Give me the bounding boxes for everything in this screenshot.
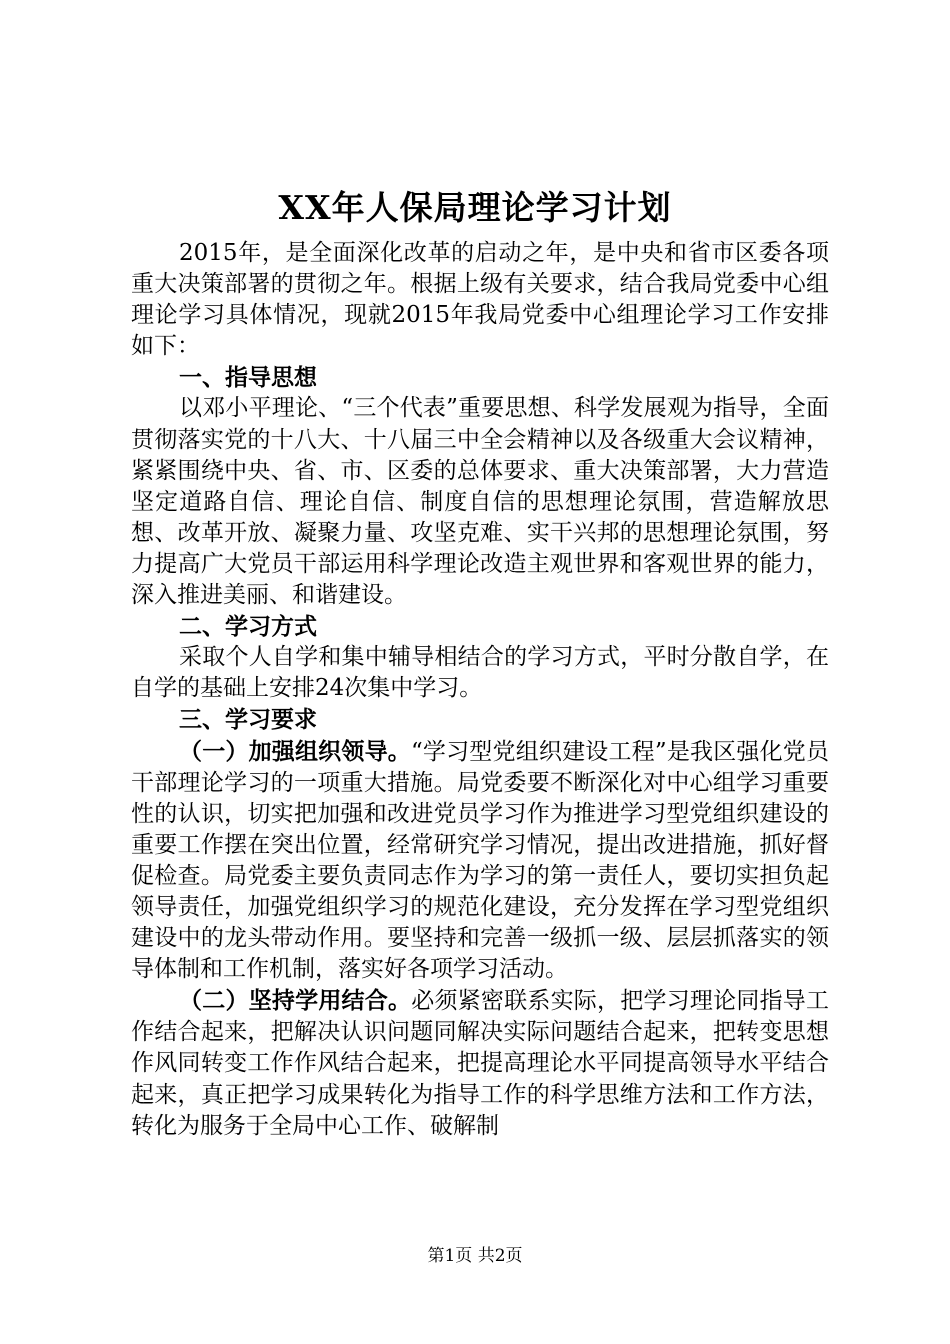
page-number-footer: 第1页 共2页	[427, 1246, 523, 1266]
section-heading-study-method: 二、学习方式	[179, 613, 317, 641]
section-heading-study-requirements: 三、学习要求	[179, 706, 317, 734]
section-body-guiding-ideology: 以邓小平理论、“三个代表”重要思想、科学发展观为指导，全面贯彻落实党的十八大、十八届三中全会精神以及各级重大会议精神，紧紧围绕中央、省、市、区委的总体要求、重大决策部署，大力营造坚定道路自信、理论自信、制度自信的思想理论氛围，营造解放思想、改革开放、凝聚力量、攻坚克难、实干兴邦的思想理论氛围，努力提高广大党员干部运用科学理论改造主观世界和客观世界的能力，深入推进美丽、和谐建设。	[131, 395, 829, 609]
intro-paragraph: 2015年，是全面深化改革的启动之年，是中央和省市区委各项重大决策部署的贯彻之年。根据上级有关要求，结合我局党委中心组理论学习具体情况，现就2015年我局党委中心组理论学习工作安排如下：	[131, 240, 829, 360]
section-heading-guiding-ideology: 一、指导思想	[179, 364, 317, 392]
requirement-item-1-body: “学习型党组织建设工程”是我区强化党员干部理论学习的一项重大措施。局党委要不断深化对中心组学习重要性的认识，切实把加强和改进党员学习作为推进学习型党组织建设的重要工作摆在突出位置，经常研究学习情况，提出改进措施，抓好督促检查。局党委主要负责同志作为学习的第一责任人，要切实担负起领导责任，加强党组织学习的规范化建设，充分发挥在学习型党组织建设中的龙头带动作用。要坚持和完善一级抓一级、层层抓落实的领导体制和工作机制，落实好各项学习活动。	[131, 738, 829, 983]
section-body-study-method: 采取个人自学和集中辅导相结合的学习方式，平时分散自学，在自学的基础上安排24次集中学习。	[131, 644, 829, 702]
document-body	[131, 238, 829, 1142]
document-title: XX年人保局理论学习计划	[278, 188, 672, 227]
requirement-item-2	[131, 985, 829, 1141]
requirement-item-1-lead: （一）加强组织领导。	[179, 737, 411, 765]
requirement-item-1	[131, 736, 829, 986]
requirement-item-2-body: 必须紧密联系实际，把学习理论同指导工作结合起来，把解决认识问题同解决实际问题结合起来，把转变思想作风同转变工作作风结合起来，把提高理论水平同提高领导水平结合起来，真正把学习成果转化为指导工作的科学思维方法和工作方法，转化为服务于全局中心工作、破解制	[131, 988, 830, 1139]
requirement-item-2-lead: （二）坚持学用结合。	[179, 987, 412, 1015]
